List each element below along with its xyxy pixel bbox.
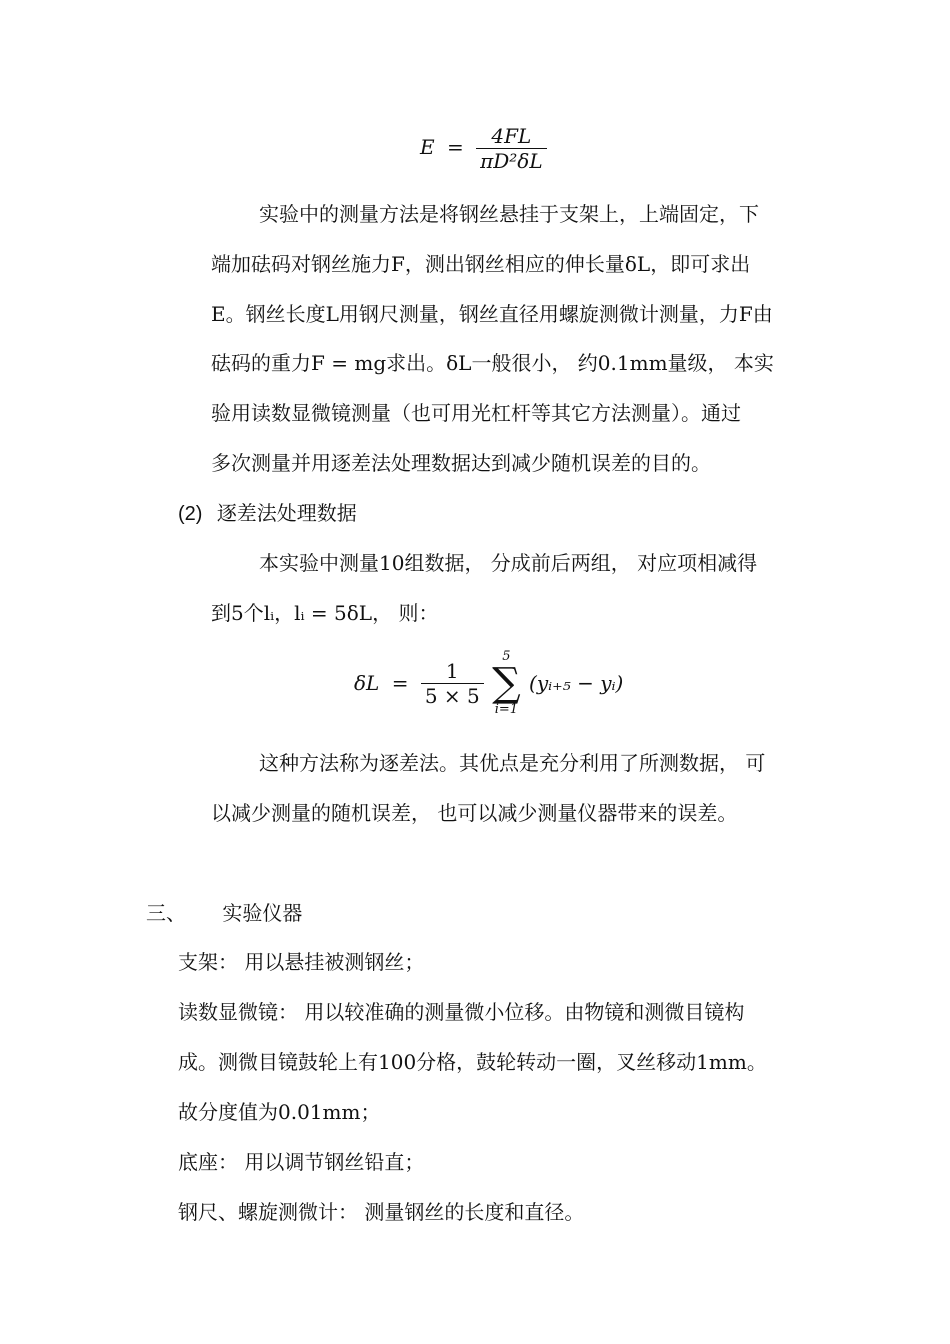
sum-sigma: ∑: [492, 660, 521, 706]
item-microscope-line2: 成。测微目镜鼓轮上有100分格，鼓轮转动一圈，叉丝移动1mm。: [178, 1050, 767, 1074]
formula-numerator: 4FL: [491, 124, 532, 148]
sum-lower-limit: i=1: [494, 702, 519, 717]
formula2-fraction: [421, 659, 484, 708]
summation-symbol: [492, 650, 521, 716]
item-microscope-line1: 读数显微镜： 用以较准确的测量微小位移。由物镜和测微目镜构: [178, 1000, 745, 1024]
formula2-numerator: 1: [445, 658, 459, 683]
para1-line6: 多次测量并用逐差法处理数据达到减少随机误差的目的。: [211, 451, 711, 475]
item-base: 底座： 用以调节钢丝铅直；: [178, 1150, 425, 1174]
formula-eq: =: [446, 135, 464, 159]
para1-line2: 端加砝码对钢丝施力F，测出钢丝相应的伸长量δL，即可求出: [211, 252, 751, 276]
para1-line1: 实验中的测量方法是将钢丝悬挂于支架上，上端固定，下: [259, 202, 759, 226]
para2-line1: 本实验中测量10组数据， 分成前后两组， 对应项相减得: [259, 551, 758, 575]
item-microscope-line3: 故分度值为0.01mm；: [178, 1100, 381, 1124]
section2-heading: [178, 499, 357, 528]
formula-delta-l: [354, 650, 623, 716]
para2-line2: 到5个lᵢ，lᵢ = 5δL， 则：: [211, 601, 439, 625]
formula-lhs: E: [420, 135, 435, 159]
section3-number: 三、: [146, 901, 186, 925]
item-ruler-micrometer: 钢尺、螺旋测微计： 测量钢丝的长度和直径。: [178, 1200, 585, 1224]
section3-heading: [146, 899, 302, 927]
formula-denominator: πD²δL: [476, 148, 547, 173]
para1-line5: 验用读数显微镜测量（也可用光杠杆等其它方法测量）。通过: [211, 401, 741, 425]
formula2-denominator: 5 × 5: [421, 683, 484, 708]
sum-upper-limit: 5: [502, 649, 511, 664]
para3-line2: 以减少测量的随机误差， 也可以减少测量仪器带来的误差。: [211, 801, 738, 825]
para1-line4: 砝码的重力F = mg求出。δL一般很小， 约0.1mm量级， 本实: [211, 351, 774, 375]
section2-title: 逐差法处理数据: [216, 501, 357, 525]
formula-fraction: [476, 124, 547, 173]
formula2-eq: =: [391, 671, 409, 695]
para3-line1: 这种方法称为逐差法。其优点是充分利用了所测数据， 可: [259, 751, 766, 775]
section3-title: 实验仪器: [222, 901, 303, 925]
section2-number: (2): [178, 503, 203, 525]
formula2-lhs: δL: [354, 671, 380, 695]
item-stand: 支架： 用以悬挂被测钢丝；: [178, 950, 425, 974]
para1-line3: E。钢丝长度L用钢尺测量，钢丝直径用螺旋测微计测量，力F由: [211, 302, 773, 326]
formula2-body: (yᵢ₊₅ − yᵢ): [529, 671, 624, 695]
formula-young-modulus: [420, 124, 547, 173]
